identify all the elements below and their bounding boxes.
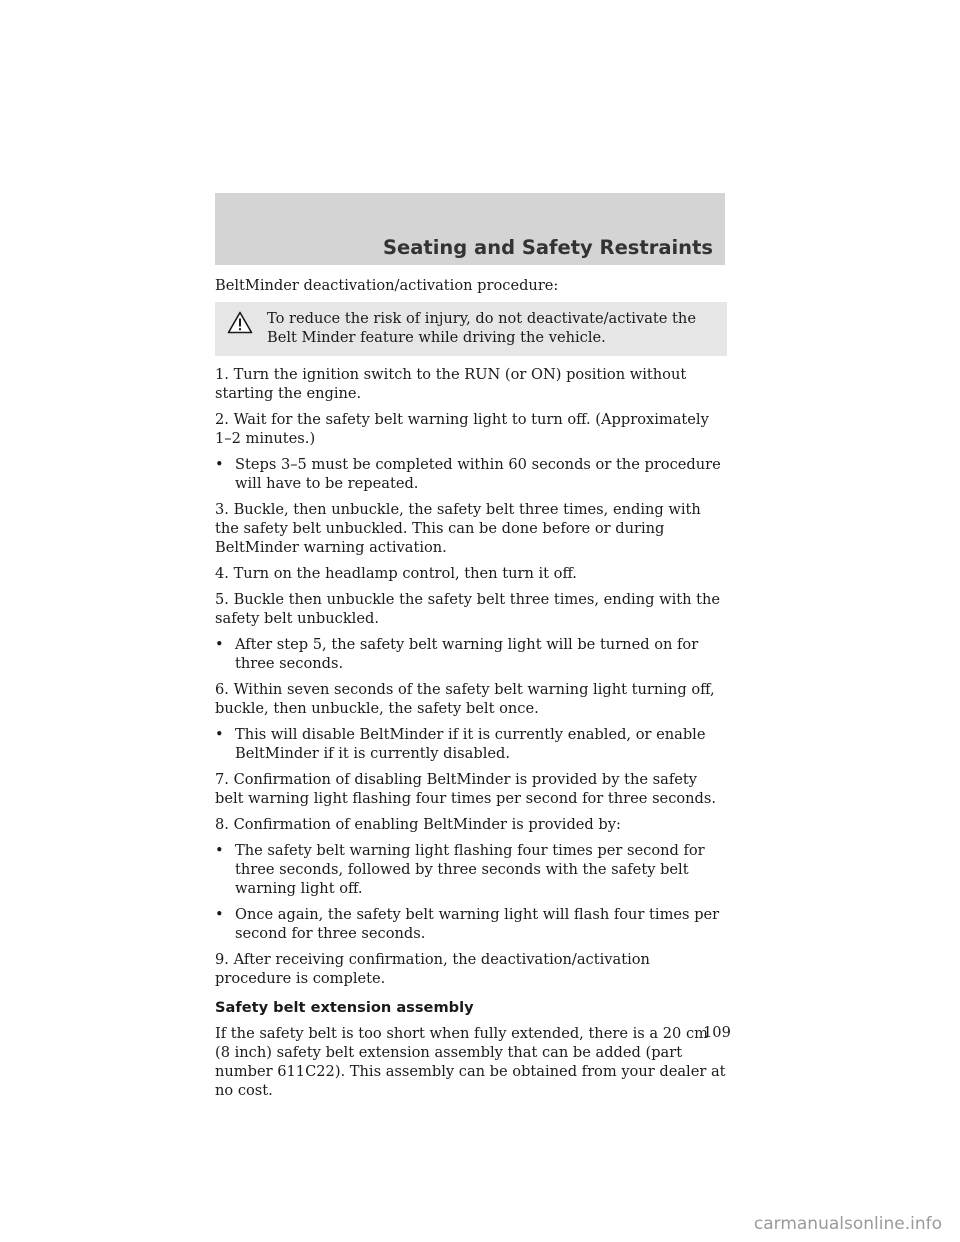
- bullet-item: [215, 841, 727, 898]
- step-6: 6. Within seven seconds of the safety belt warning light turning off, buckle, then unbuckle, the safety belt once.: [215, 681, 715, 717]
- bullet-icon: •: [215, 636, 224, 653]
- step-1: 1. Turn the ignition switch to the RUN (or ON) position without starting the engine.: [215, 366, 687, 402]
- intro-text: BeltMinder deactivation/activation procedure:: [215, 277, 559, 294]
- bullet-icon: •: [215, 726, 224, 743]
- bullet-item: [215, 905, 727, 943]
- step-4: 4. Turn on the headlamp control, then turn it off.: [215, 565, 577, 582]
- extension-text: If the safety belt is too short when fully extended, there is a 20 cm (8 inch) safety belt extension assembly that can be added (part number 611C22). This assembly can be obtained from your dealer at no cost.: [215, 1025, 726, 1099]
- step-2: 2. Wait for the safety belt warning light to turn off. (Approximately 1–2 minutes.): [215, 411, 709, 447]
- bullet-icon: •: [215, 842, 224, 859]
- section-header: [215, 193, 725, 265]
- step-8: 8. Confirmation of enabling BeltMinder is provided by:: [215, 816, 621, 833]
- bullet-text: Steps 3–5 must be completed within 60 seconds or the procedure will have to be repeated.: [235, 456, 721, 492]
- warning-triangle-icon: [227, 311, 253, 334]
- bullet-icon: •: [215, 906, 224, 923]
- bullet-text: After step 5, the safety belt warning light will be turned on for three seconds.: [235, 636, 699, 672]
- page-content: [215, 276, 727, 1107]
- section-title: Seating and Safety Restraints: [382, 236, 713, 259]
- extension-heading: Safety belt extension assembly: [215, 999, 474, 1016]
- watermark: carmanualsonline.info: [753, 1214, 942, 1234]
- step-9: 9. After receiving confirmation, the deactivation/activation procedure is complete.: [215, 951, 650, 987]
- bullet-text: The safety belt warning light flashing four times per second for three seconds, followed by three seconds with the safety belt warning light off.: [235, 842, 705, 897]
- bullet-icon: •: [215, 456, 224, 473]
- step-3: 3. Buckle, then unbuckle, the safety belt three times, ending with the safety belt unbuckled. This can be done before or during BeltMinder warning activation.: [215, 501, 701, 556]
- step-7: 7. Confirmation of disabling BeltMinder is provided by the safety belt warning light flashing four times per second for three seconds.: [215, 771, 717, 807]
- bullet-item: [215, 725, 727, 763]
- warning-box: [215, 302, 727, 356]
- page-number: 109: [703, 1024, 731, 1041]
- bullet-text: This will disable BeltMinder if it is currently enabled, or enable BeltMinder if it is currently disabled.: [235, 726, 706, 762]
- warning-text: To reduce the risk of injury, do not deactivate/activate the Belt Minder feature while driving the vehicle.: [267, 310, 696, 346]
- bullet-text: Once again, the safety belt warning light will flash four times per second for three seconds.: [235, 906, 720, 942]
- bullet-item: [215, 455, 727, 493]
- bullet-item: [215, 635, 727, 673]
- step-5: 5. Buckle then unbuckle the safety belt three times, ending with the safety belt unbuckled.: [215, 591, 721, 627]
